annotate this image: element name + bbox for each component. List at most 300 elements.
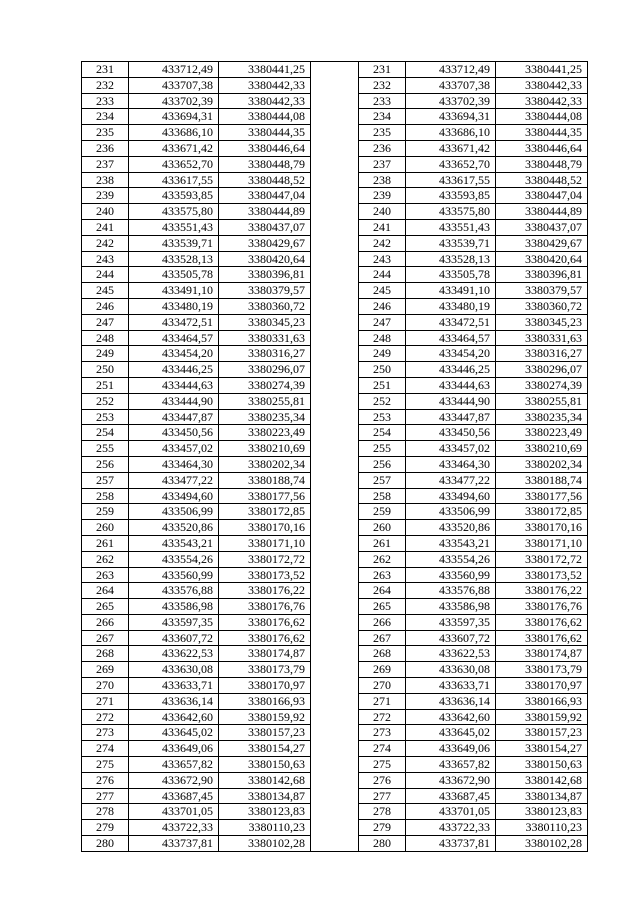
x-coordinate-cell: 433454,20 bbox=[129, 346, 219, 362]
x-coordinate-cell: 433491,10 bbox=[406, 283, 496, 299]
y-coordinate-cell: 3380110,23 bbox=[496, 820, 588, 836]
point-number-cell: 253 bbox=[359, 409, 406, 425]
x-coordinate-cell: 433480,19 bbox=[129, 298, 219, 314]
table-row bbox=[82, 535, 311, 551]
table-row bbox=[82, 741, 311, 757]
y-coordinate-cell: 3380331,63 bbox=[219, 330, 311, 346]
x-coordinate-cell: 433722,33 bbox=[129, 820, 219, 836]
table-row bbox=[82, 283, 311, 299]
point-number-cell: 259 bbox=[82, 504, 129, 520]
table-row bbox=[359, 535, 588, 551]
point-number-cell: 271 bbox=[359, 693, 406, 709]
x-coordinate-cell: 433686,10 bbox=[406, 125, 496, 141]
x-coordinate-cell: 433491,10 bbox=[129, 283, 219, 299]
y-coordinate-cell: 3380447,04 bbox=[496, 188, 588, 204]
x-coordinate-cell: 433630,08 bbox=[406, 662, 496, 678]
x-coordinate-cell: 433671,42 bbox=[406, 140, 496, 156]
x-coordinate-cell: 433520,86 bbox=[129, 520, 219, 536]
y-coordinate-cell: 3380157,23 bbox=[219, 725, 311, 741]
point-number-cell: 280 bbox=[359, 836, 406, 852]
y-coordinate-cell: 3380166,93 bbox=[219, 693, 311, 709]
point-number-cell: 232 bbox=[359, 77, 406, 93]
point-number-cell: 239 bbox=[359, 188, 406, 204]
y-coordinate-cell: 3380166,93 bbox=[496, 693, 588, 709]
point-number-cell: 263 bbox=[359, 567, 406, 583]
x-coordinate-cell: 433636,14 bbox=[406, 693, 496, 709]
point-number-cell: 269 bbox=[82, 662, 129, 678]
point-number-cell: 277 bbox=[82, 788, 129, 804]
x-coordinate-cell: 433694,31 bbox=[129, 109, 219, 125]
y-coordinate-cell: 3380223,49 bbox=[219, 425, 311, 441]
x-coordinate-cell: 433447,87 bbox=[129, 409, 219, 425]
point-number-cell: 257 bbox=[359, 472, 406, 488]
table-row bbox=[82, 330, 311, 346]
x-coordinate-cell: 433506,99 bbox=[129, 504, 219, 520]
point-number-cell: 262 bbox=[359, 551, 406, 567]
y-coordinate-cell: 3380157,23 bbox=[496, 725, 588, 741]
y-coordinate-cell: 3380177,56 bbox=[496, 488, 588, 504]
table-row bbox=[359, 741, 588, 757]
y-coordinate-cell: 3380150,63 bbox=[496, 757, 588, 773]
table-row bbox=[82, 77, 311, 93]
table-row bbox=[82, 298, 311, 314]
table-row bbox=[359, 520, 588, 536]
y-coordinate-cell: 3380159,92 bbox=[496, 709, 588, 725]
table-row bbox=[82, 156, 311, 172]
y-coordinate-cell: 3380442,33 bbox=[496, 77, 588, 93]
y-coordinate-cell: 3380235,34 bbox=[219, 409, 311, 425]
table-row bbox=[82, 693, 311, 709]
point-number-cell: 278 bbox=[359, 804, 406, 820]
point-number-cell: 273 bbox=[82, 725, 129, 741]
x-coordinate-cell: 433472,51 bbox=[129, 314, 219, 330]
x-coordinate-cell: 433633,71 bbox=[406, 678, 496, 694]
y-coordinate-cell: 3380360,72 bbox=[219, 298, 311, 314]
x-coordinate-cell: 433707,38 bbox=[406, 77, 496, 93]
point-number-cell: 276 bbox=[359, 772, 406, 788]
y-coordinate-cell: 3380444,35 bbox=[496, 125, 588, 141]
x-coordinate-cell: 433575,80 bbox=[406, 204, 496, 220]
coordinate-tables bbox=[81, 61, 588, 852]
x-coordinate-cell: 433622,53 bbox=[406, 646, 496, 662]
y-coordinate-cell: 3380274,39 bbox=[496, 377, 588, 393]
x-coordinate-cell: 433480,19 bbox=[406, 298, 496, 314]
x-coordinate-cell: 433642,60 bbox=[406, 709, 496, 725]
x-coordinate-cell: 433672,90 bbox=[129, 772, 219, 788]
table-row bbox=[359, 662, 588, 678]
table-row bbox=[359, 172, 588, 188]
x-coordinate-cell: 433464,30 bbox=[129, 456, 219, 472]
point-number-cell: 259 bbox=[359, 504, 406, 520]
x-coordinate-cell: 433560,99 bbox=[129, 567, 219, 583]
y-coordinate-cell: 3380446,64 bbox=[496, 140, 588, 156]
table-row bbox=[359, 472, 588, 488]
y-coordinate-cell: 3380171,10 bbox=[496, 535, 588, 551]
y-coordinate-cell: 3380154,27 bbox=[219, 741, 311, 757]
table-row bbox=[359, 583, 588, 599]
y-coordinate-cell: 3380176,22 bbox=[219, 583, 311, 599]
y-coordinate-cell: 3380177,56 bbox=[219, 488, 311, 504]
x-coordinate-cell: 433444,63 bbox=[406, 377, 496, 393]
point-number-cell: 242 bbox=[359, 235, 406, 251]
point-number-cell: 237 bbox=[82, 156, 129, 172]
x-coordinate-cell: 433528,13 bbox=[406, 251, 496, 267]
x-coordinate-cell: 433457,02 bbox=[129, 441, 219, 457]
point-number-cell: 243 bbox=[359, 251, 406, 267]
table-row bbox=[82, 772, 311, 788]
x-coordinate-cell: 433505,78 bbox=[129, 267, 219, 283]
x-coordinate-cell: 433672,90 bbox=[406, 772, 496, 788]
y-coordinate-cell: 3380102,28 bbox=[219, 836, 311, 852]
y-coordinate-cell: 3380176,62 bbox=[219, 614, 311, 630]
x-coordinate-cell: 433477,22 bbox=[129, 472, 219, 488]
point-number-cell: 276 bbox=[82, 772, 129, 788]
table-row bbox=[359, 441, 588, 457]
point-number-cell: 245 bbox=[359, 283, 406, 299]
y-coordinate-cell: 3380442,33 bbox=[219, 77, 311, 93]
table-row bbox=[359, 409, 588, 425]
point-number-cell: 232 bbox=[82, 77, 129, 93]
point-number-cell: 236 bbox=[359, 140, 406, 156]
y-coordinate-cell: 3380142,68 bbox=[496, 772, 588, 788]
y-coordinate-cell: 3380441,25 bbox=[496, 62, 588, 78]
x-coordinate-cell: 433694,31 bbox=[406, 109, 496, 125]
table-row bbox=[359, 204, 588, 220]
x-coordinate-cell: 433737,81 bbox=[406, 836, 496, 852]
x-coordinate-cell: 433593,85 bbox=[406, 188, 496, 204]
x-coordinate-cell: 433652,70 bbox=[406, 156, 496, 172]
x-coordinate-cell: 433607,72 bbox=[129, 630, 219, 646]
point-number-cell: 238 bbox=[82, 172, 129, 188]
point-number-cell: 268 bbox=[359, 646, 406, 662]
y-coordinate-cell: 3380154,27 bbox=[496, 741, 588, 757]
y-coordinate-cell: 3380170,97 bbox=[219, 678, 311, 694]
point-number-cell: 270 bbox=[82, 678, 129, 694]
x-coordinate-cell: 433539,71 bbox=[406, 235, 496, 251]
table-row bbox=[359, 709, 588, 725]
y-coordinate-cell: 3380444,08 bbox=[219, 109, 311, 125]
x-coordinate-cell: 433450,56 bbox=[406, 425, 496, 441]
table-row bbox=[359, 267, 588, 283]
table-row bbox=[82, 172, 311, 188]
table-gap bbox=[311, 61, 358, 852]
table-row bbox=[82, 93, 311, 109]
table-row bbox=[359, 456, 588, 472]
point-number-cell: 266 bbox=[82, 614, 129, 630]
point-number-cell: 277 bbox=[359, 788, 406, 804]
x-coordinate-cell: 433597,35 bbox=[129, 614, 219, 630]
table-row bbox=[82, 456, 311, 472]
y-coordinate-cell: 3380176,62 bbox=[219, 630, 311, 646]
table-row bbox=[82, 251, 311, 267]
x-coordinate-cell: 433617,55 bbox=[129, 172, 219, 188]
table-row bbox=[82, 109, 311, 125]
point-number-cell: 248 bbox=[82, 330, 129, 346]
y-coordinate-cell: 3380396,81 bbox=[496, 267, 588, 283]
x-coordinate-cell: 433543,21 bbox=[129, 535, 219, 551]
point-number-cell: 268 bbox=[82, 646, 129, 662]
x-coordinate-cell: 433454,20 bbox=[406, 346, 496, 362]
point-number-cell: 260 bbox=[359, 520, 406, 536]
point-number-cell: 233 bbox=[359, 93, 406, 109]
point-number-cell: 264 bbox=[359, 583, 406, 599]
table-row bbox=[82, 204, 311, 220]
table-row bbox=[82, 425, 311, 441]
y-coordinate-cell: 3380110,23 bbox=[219, 820, 311, 836]
x-coordinate-cell: 433657,82 bbox=[129, 757, 219, 773]
table-row bbox=[82, 599, 311, 615]
y-coordinate-cell: 3380210,69 bbox=[219, 441, 311, 457]
point-number-cell: 258 bbox=[82, 488, 129, 504]
x-coordinate-cell: 433671,42 bbox=[129, 140, 219, 156]
table-row bbox=[359, 109, 588, 125]
table-row bbox=[359, 757, 588, 773]
table-row bbox=[359, 298, 588, 314]
y-coordinate-cell: 3380448,52 bbox=[496, 172, 588, 188]
y-coordinate-cell: 3380316,27 bbox=[496, 346, 588, 362]
point-number-cell: 247 bbox=[359, 314, 406, 330]
y-coordinate-cell: 3380173,79 bbox=[496, 662, 588, 678]
table-row bbox=[82, 267, 311, 283]
table-row bbox=[82, 472, 311, 488]
y-coordinate-cell: 3380255,81 bbox=[496, 393, 588, 409]
point-number-cell: 235 bbox=[82, 125, 129, 141]
x-coordinate-cell: 433702,39 bbox=[129, 93, 219, 109]
x-coordinate-cell: 433701,05 bbox=[406, 804, 496, 820]
table-row bbox=[82, 725, 311, 741]
y-coordinate-cell: 3380360,72 bbox=[496, 298, 588, 314]
point-number-cell: 252 bbox=[359, 393, 406, 409]
table-row bbox=[82, 140, 311, 156]
y-coordinate-cell: 3380173,79 bbox=[219, 662, 311, 678]
x-coordinate-cell: 433649,06 bbox=[406, 741, 496, 757]
point-number-cell: 231 bbox=[82, 62, 129, 78]
table-row bbox=[359, 630, 588, 646]
point-number-cell: 234 bbox=[359, 109, 406, 125]
table-row bbox=[82, 551, 311, 567]
table-row bbox=[82, 362, 311, 378]
y-coordinate-cell: 3380379,57 bbox=[219, 283, 311, 299]
x-coordinate-cell: 433457,02 bbox=[406, 441, 496, 457]
point-number-cell: 243 bbox=[82, 251, 129, 267]
coordinate-table-right bbox=[358, 61, 588, 852]
point-number-cell: 256 bbox=[359, 456, 406, 472]
x-coordinate-cell: 433607,72 bbox=[406, 630, 496, 646]
table-row bbox=[82, 757, 311, 773]
point-number-cell: 251 bbox=[82, 377, 129, 393]
point-number-cell: 262 bbox=[82, 551, 129, 567]
point-number-cell: 265 bbox=[359, 599, 406, 615]
y-coordinate-cell: 3380172,85 bbox=[219, 504, 311, 520]
point-number-cell: 246 bbox=[82, 298, 129, 314]
point-number-cell: 250 bbox=[82, 362, 129, 378]
table-row bbox=[359, 125, 588, 141]
x-coordinate-cell: 433630,08 bbox=[129, 662, 219, 678]
y-coordinate-cell: 3380420,64 bbox=[496, 251, 588, 267]
y-coordinate-cell: 3380174,87 bbox=[496, 646, 588, 662]
point-number-cell: 242 bbox=[82, 235, 129, 251]
point-number-cell: 233 bbox=[82, 93, 129, 109]
point-number-cell: 254 bbox=[359, 425, 406, 441]
x-coordinate-cell: 433593,85 bbox=[129, 188, 219, 204]
table-row bbox=[82, 62, 311, 78]
y-coordinate-cell: 3380123,83 bbox=[496, 804, 588, 820]
point-number-cell: 250 bbox=[359, 362, 406, 378]
x-coordinate-cell: 433652,70 bbox=[129, 156, 219, 172]
table-row bbox=[82, 662, 311, 678]
table-row bbox=[359, 377, 588, 393]
x-coordinate-cell: 433551,43 bbox=[129, 219, 219, 235]
x-coordinate-cell: 433636,14 bbox=[129, 693, 219, 709]
point-number-cell: 274 bbox=[82, 741, 129, 757]
y-coordinate-cell: 3380444,89 bbox=[496, 204, 588, 220]
point-number-cell: 237 bbox=[359, 156, 406, 172]
point-number-cell: 240 bbox=[359, 204, 406, 220]
y-coordinate-cell: 3380331,63 bbox=[496, 330, 588, 346]
y-coordinate-cell: 3380173,52 bbox=[496, 567, 588, 583]
y-coordinate-cell: 3380296,07 bbox=[496, 362, 588, 378]
table-row bbox=[359, 820, 588, 836]
point-number-cell: 267 bbox=[82, 630, 129, 646]
y-coordinate-cell: 3380210,69 bbox=[496, 441, 588, 457]
point-number-cell: 248 bbox=[359, 330, 406, 346]
y-coordinate-cell: 3380274,39 bbox=[219, 377, 311, 393]
table-row bbox=[359, 156, 588, 172]
point-number-cell: 256 bbox=[82, 456, 129, 472]
point-number-cell: 236 bbox=[82, 140, 129, 156]
table-row bbox=[359, 804, 588, 820]
x-coordinate-cell: 433702,39 bbox=[406, 93, 496, 109]
x-coordinate-cell: 433464,30 bbox=[406, 456, 496, 472]
point-number-cell: 271 bbox=[82, 693, 129, 709]
point-number-cell: 253 bbox=[82, 409, 129, 425]
y-coordinate-cell: 3380102,28 bbox=[496, 836, 588, 852]
y-coordinate-cell: 3380223,49 bbox=[496, 425, 588, 441]
y-coordinate-cell: 3380142,68 bbox=[219, 772, 311, 788]
y-coordinate-cell: 3380171,10 bbox=[219, 535, 311, 551]
x-coordinate-cell: 433633,71 bbox=[129, 678, 219, 694]
x-coordinate-cell: 433722,33 bbox=[406, 820, 496, 836]
y-coordinate-cell: 3380379,57 bbox=[496, 283, 588, 299]
x-coordinate-cell: 433447,87 bbox=[406, 409, 496, 425]
x-coordinate-cell: 433737,81 bbox=[129, 836, 219, 852]
y-coordinate-cell: 3380316,27 bbox=[219, 346, 311, 362]
point-number-cell: 261 bbox=[359, 535, 406, 551]
x-coordinate-cell: 433444,90 bbox=[129, 393, 219, 409]
x-coordinate-cell: 433617,55 bbox=[406, 172, 496, 188]
point-number-cell: 274 bbox=[359, 741, 406, 757]
x-coordinate-cell: 433551,43 bbox=[406, 219, 496, 235]
table-row bbox=[82, 188, 311, 204]
x-coordinate-cell: 433464,57 bbox=[406, 330, 496, 346]
x-coordinate-cell: 433597,35 bbox=[406, 614, 496, 630]
table-row bbox=[82, 488, 311, 504]
y-coordinate-cell: 3380172,85 bbox=[496, 504, 588, 520]
table-row bbox=[82, 504, 311, 520]
point-number-cell: 257 bbox=[82, 472, 129, 488]
y-coordinate-cell: 3380134,87 bbox=[219, 788, 311, 804]
coordinate-table-left bbox=[81, 61, 311, 852]
table-row bbox=[82, 409, 311, 425]
table-row bbox=[82, 520, 311, 536]
table-row bbox=[359, 283, 588, 299]
y-coordinate-cell: 3380437,07 bbox=[496, 219, 588, 235]
x-coordinate-cell: 433575,80 bbox=[129, 204, 219, 220]
y-coordinate-cell: 3380444,89 bbox=[219, 204, 311, 220]
x-coordinate-cell: 433657,82 bbox=[406, 757, 496, 773]
point-number-cell: 272 bbox=[359, 709, 406, 725]
table-row bbox=[359, 251, 588, 267]
table-row bbox=[82, 804, 311, 820]
x-coordinate-cell: 433472,51 bbox=[406, 314, 496, 330]
y-coordinate-cell: 3380170,97 bbox=[496, 678, 588, 694]
y-coordinate-cell: 3380441,25 bbox=[219, 62, 311, 78]
x-coordinate-cell: 433450,56 bbox=[129, 425, 219, 441]
y-coordinate-cell: 3380235,34 bbox=[496, 409, 588, 425]
point-number-cell: 254 bbox=[82, 425, 129, 441]
y-coordinate-cell: 3380296,07 bbox=[219, 362, 311, 378]
table-row bbox=[359, 188, 588, 204]
table-row bbox=[359, 140, 588, 156]
x-coordinate-cell: 433642,60 bbox=[129, 709, 219, 725]
point-number-cell: 264 bbox=[82, 583, 129, 599]
table-row bbox=[359, 614, 588, 630]
point-number-cell: 238 bbox=[359, 172, 406, 188]
x-coordinate-cell: 433543,21 bbox=[406, 535, 496, 551]
table-row bbox=[82, 314, 311, 330]
y-coordinate-cell: 3380396,81 bbox=[219, 267, 311, 283]
point-number-cell: 272 bbox=[82, 709, 129, 725]
point-number-cell: 235 bbox=[359, 125, 406, 141]
x-coordinate-cell: 433645,02 bbox=[129, 725, 219, 741]
x-coordinate-cell: 433622,53 bbox=[129, 646, 219, 662]
x-coordinate-cell: 433707,38 bbox=[129, 77, 219, 93]
y-coordinate-cell: 3380188,74 bbox=[219, 472, 311, 488]
y-coordinate-cell: 3380420,64 bbox=[219, 251, 311, 267]
x-coordinate-cell: 433649,06 bbox=[129, 741, 219, 757]
point-number-cell: 246 bbox=[359, 298, 406, 314]
y-coordinate-cell: 3380202,34 bbox=[219, 456, 311, 472]
y-coordinate-cell: 3380448,79 bbox=[496, 156, 588, 172]
point-number-cell: 273 bbox=[359, 725, 406, 741]
y-coordinate-cell: 3380174,87 bbox=[219, 646, 311, 662]
point-number-cell: 275 bbox=[359, 757, 406, 773]
table-row bbox=[359, 425, 588, 441]
x-coordinate-cell: 433520,86 bbox=[406, 520, 496, 536]
point-number-cell: 279 bbox=[82, 820, 129, 836]
x-coordinate-cell: 433446,25 bbox=[406, 362, 496, 378]
x-coordinate-cell: 433494,60 bbox=[129, 488, 219, 504]
point-number-cell: 249 bbox=[359, 346, 406, 362]
y-coordinate-cell: 3380448,52 bbox=[219, 172, 311, 188]
point-number-cell: 255 bbox=[359, 441, 406, 457]
table-row bbox=[359, 330, 588, 346]
y-coordinate-cell: 3380429,67 bbox=[219, 235, 311, 251]
x-coordinate-cell: 433554,26 bbox=[129, 551, 219, 567]
table-row bbox=[359, 314, 588, 330]
point-number-cell: 261 bbox=[82, 535, 129, 551]
point-number-cell: 252 bbox=[82, 393, 129, 409]
table-row bbox=[359, 219, 588, 235]
point-number-cell: 239 bbox=[82, 188, 129, 204]
point-number-cell: 278 bbox=[82, 804, 129, 820]
table-row bbox=[82, 709, 311, 725]
point-number-cell: 251 bbox=[359, 377, 406, 393]
table-row bbox=[359, 836, 588, 852]
y-coordinate-cell: 3380176,76 bbox=[219, 599, 311, 615]
point-number-cell: 244 bbox=[359, 267, 406, 283]
x-coordinate-cell: 433560,99 bbox=[406, 567, 496, 583]
